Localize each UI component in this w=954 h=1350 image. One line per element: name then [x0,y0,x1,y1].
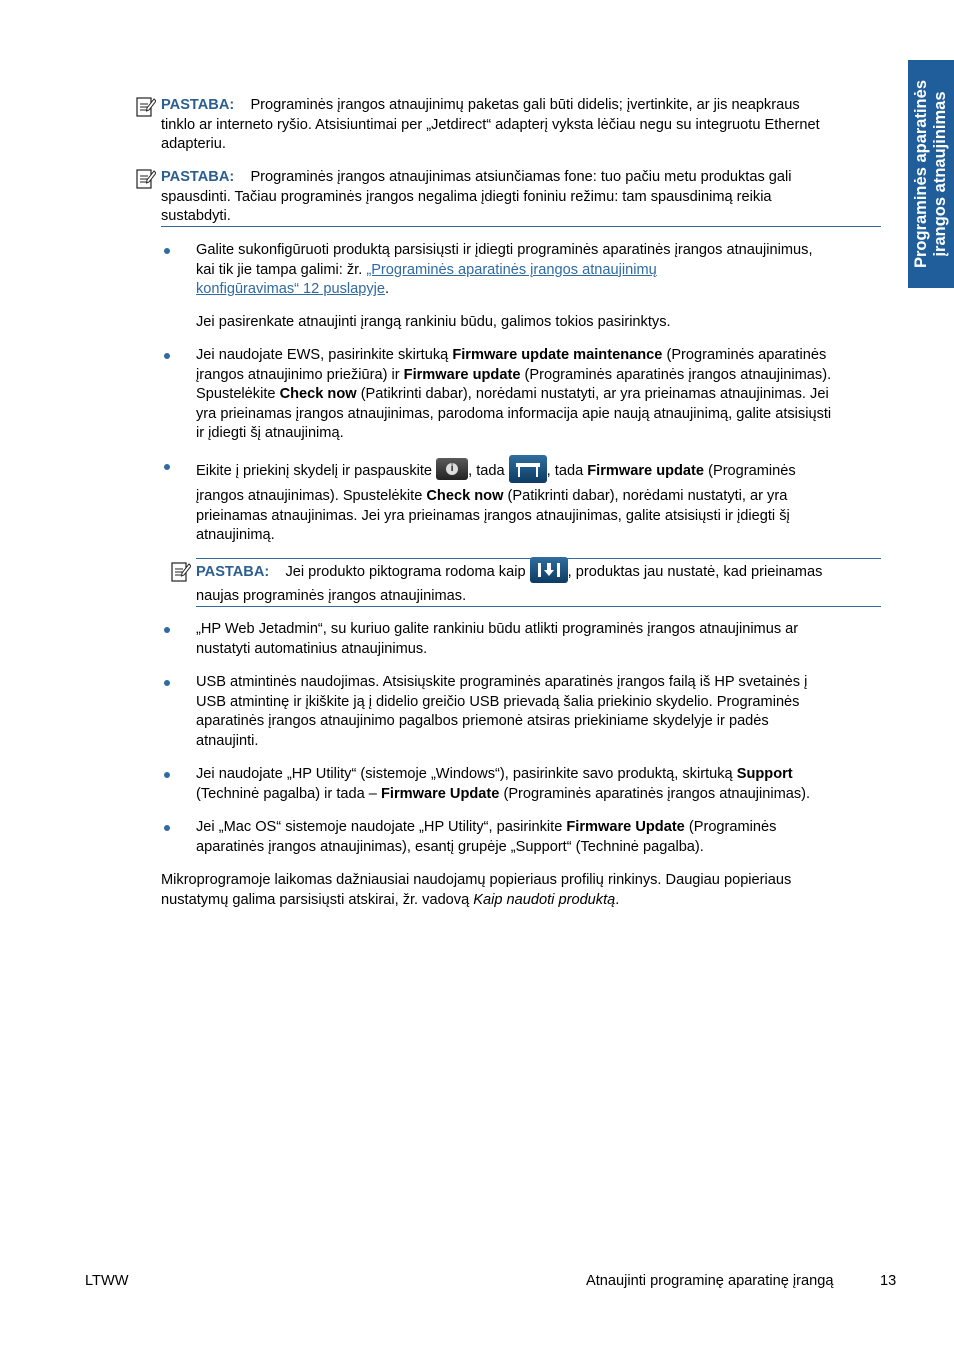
b6-bold: Support [736,766,793,782]
side-tab [908,60,954,288]
download-icon [530,557,568,583]
b5-line3: aparatinės įrangos atnaujinimo pagalbos priemonė atsiras priekiniame skydelyje ir padės [196,713,769,730]
b2-line4: yra prieinamas įrangos atnaujinimas, parodoma informacija apie naują atnaujinimą, galite atsisiųsti [196,405,832,422]
b2-text: Spustelėkite [196,386,276,403]
note-2 [161,168,886,227]
note-pencil-icon [171,561,191,583]
b2-text: (Patikrinti dabar), norėdami nustatyti, ar yra prieinamas atnaujinimas. Jei [360,386,829,403]
bullet-dot [164,772,170,778]
b3-text: įrangos atnaujinimas). Spustelėkite [196,488,423,504]
bullet-dot [164,680,170,686]
note-2-line1: Programinės įrangos atnaujinimas atsiunčiamas fone: tuo pačiu metu produktas gali [250,169,792,185]
b2-bold: Firmware update [403,366,521,383]
list-item [196,673,886,751]
footer-left: LTWW [85,1273,129,1289]
b3-bold: Check now [426,488,504,504]
b2-bold: Check now [279,386,357,403]
note-1 [161,96,886,155]
side-tab-line2: įrangos atnaujinimas [931,91,949,257]
manual-intro: Jei pasirenkate atnaujinti įrangą rankiniu būdu, galimos tokios pasirinktys. [196,314,671,330]
note-3-line2: naujas programinės įrangos atnaujinimas. [196,588,467,604]
b1-line1: Galite sukonfigūruoti produktą parsisiųsti ir įdiegti programinės aparatinės įrangos atnaujinimus, [196,242,813,258]
b2-text: Jei naudojate EWS, pasirinkite skirtuką [196,347,449,363]
b4-line2: nustatyti automatinius atnaujinimus. [196,640,428,657]
b3-line3: prieinamas atnaujinimas. Jei yra prieinamas įrangos atnaujinimas, galite atsisiųsti ir įdiegti šį [196,507,790,524]
closing-line1: Mikroprogramoje laikomas dažniausiai naudojamų popieriaus profilių rinkinys. Daugiau popieriaus [161,872,792,888]
b3-text: , tada [468,463,505,479]
list-item [196,620,886,659]
info-icon: i [436,458,468,480]
printer-icon [509,455,547,483]
bullet-dot [164,825,170,831]
list-item [196,818,886,857]
bullet-dot [164,627,170,633]
config-link-cont[interactable]: konfigūravimas“ 12 puslapyje [196,281,386,298]
footer-section-title: Atnaujinti programinę aparatinę įrangą [586,1273,834,1289]
b3-text: , tada [546,463,584,479]
page-number: 13 [880,1273,897,1289]
note-1-line1: Programinės įrangos atnaujinimų paketas gali būti didelis; įvertinkite, ar jis neapkraus [250,97,800,113]
b6-text: (Techninė pagalba) ir tada – [196,785,377,802]
config-link[interactable]: „Programinės aparatinės įrangos atnaujinimų [366,261,657,278]
note-label: PASTABA: [161,169,235,185]
b2-text: (Programinės aparatinės įrangos atnaujinimas). [524,366,832,383]
b2-text: (Programinės aparatinės [666,347,827,363]
list-item [196,765,886,804]
bullet-dot [164,353,170,359]
b1-line2: kai tik jie tampa galimi: žr. [196,261,363,278]
closing-text: nustatymų galima parsisiųsti atskirai, žr. vadovą [161,891,470,908]
closing-end: . [615,891,620,908]
side-tab-line1: Programinės aparatinės [912,80,930,268]
closing-paragraph [161,871,886,910]
b7-line2: aparatinės įrangos atnaujinimas), esantį grupėje „Support“ (Techninė pagalba). [196,838,704,855]
note-label: PASTABA: [161,97,235,113]
b6-text: (Programinės aparatinės įrangos atnaujinimas). [503,785,811,802]
note-2-line2: spausdinti. Tačiau programinės įrangos negalima įdiegti foniniu režimu: tam spausdinimą reikia [161,188,772,205]
b5-line2: USB atmintinę ir įkiškite ją į didelio greičio USB prievadą šalia priekinio skydelio. Programinės [196,693,800,710]
note-3-text: Jei produkto piktograma rodoma kaip [285,564,526,580]
note-2-line3: sustabdyti. [161,208,231,225]
b1-end: . [385,281,390,298]
note-1-line3: adapteriu. [161,136,226,153]
b3-bold: Firmware update [587,463,705,479]
divider [196,606,881,607]
b7-text: (Programinės [688,819,777,835]
list-item [196,241,886,300]
b3-line4: atnaujinimą. [196,527,275,544]
b7-text: Jei „Mac OS“ sistemoje naudojate „HP Utility“, pasirinkite [196,819,563,835]
b2-bold: Firmware update maintenance [452,347,663,363]
b3-text: Eikite į priekinį skydelį ir paspauskite [196,463,433,479]
note-pencil-icon [136,168,156,190]
b2-text: įrangos atnaujinimo priežiūra) ir [196,366,400,383]
note-1-line2: tinklo ar interneto ryšio. Atsisiuntimai per „Jetdirect“ adapterį vyksta lėčiau negu su integruotu Ethernet [161,116,820,133]
bullet-dot [164,248,170,254]
manual-reference: Kaip naudoti produktą [473,891,616,908]
b2-line5: ir įdiegti šį atnaujinimą. [196,425,344,442]
b6-text: Jei naudojate „HP Utility“ (sistemoje „Windows“), pasirinkite savo produktą, skirtuką [196,766,733,782]
b3-text: (Patikrinti dabar), norėdami nustatyti, ar yra [507,488,788,504]
list-item [196,346,896,444]
note-pencil-icon [136,96,156,118]
bullet-dot [164,464,170,470]
b3-text: (Programinės [708,463,796,479]
b4-line1: „HP Web Jetadmin“, su kuriuo galite rankiniu būdu atlikti programinės įrangos atnaujinimus ar [196,621,799,637]
list-item [196,457,886,546]
b5-line4: atnaujinti. [196,732,259,749]
b5-line1: USB atmintinės naudojimas. Atsisiųskite programinės aparatinės įrangos failą iš HP svetainės į [196,674,808,690]
note-label: PASTABA: [196,564,270,580]
note-3 [196,559,886,607]
note-3-text: , produktas jau nustatė, kad prieinamas [567,564,823,580]
b7-bold: Firmware Update [566,819,685,835]
divider [161,226,881,227]
b6-bold: Firmware Update [380,785,500,802]
